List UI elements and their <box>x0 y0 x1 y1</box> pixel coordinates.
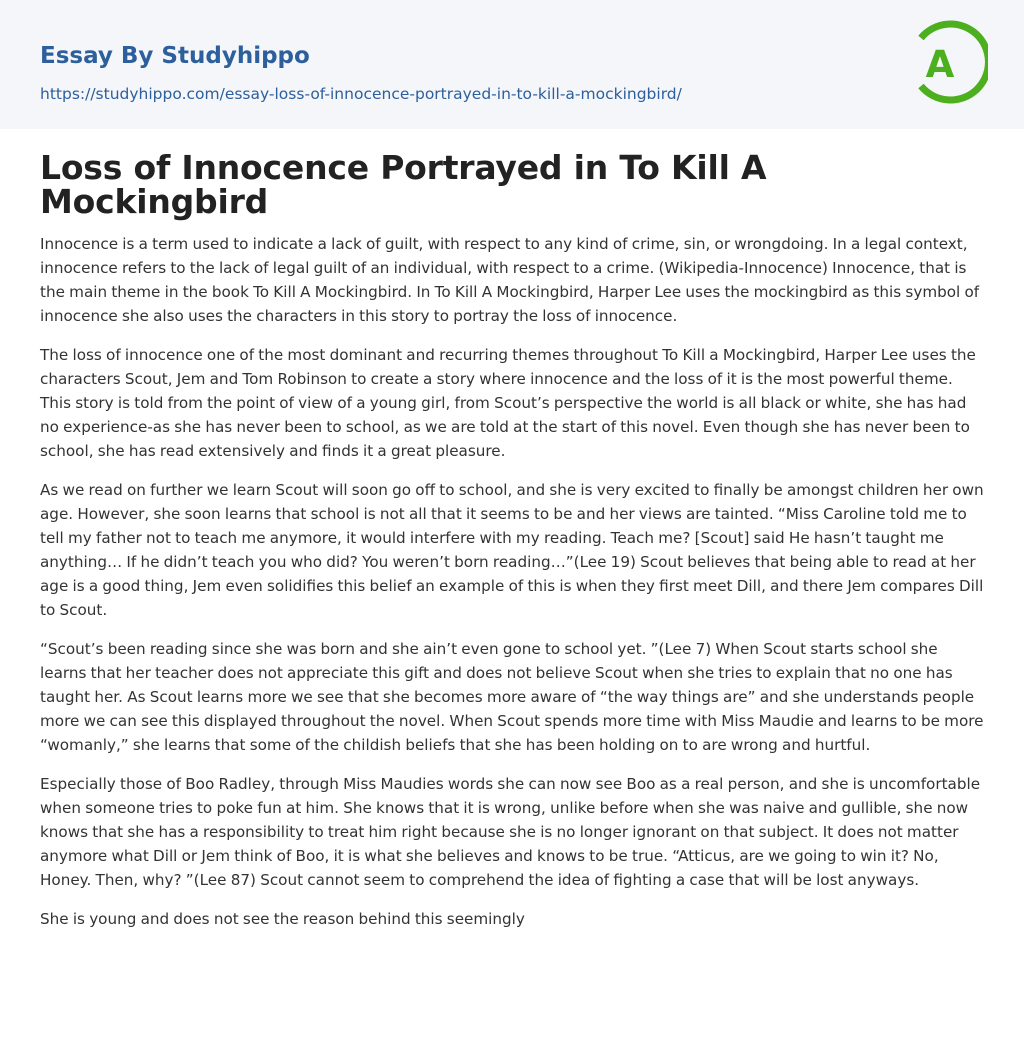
essay-paragraph: Especially those of Boo Radley, through Miss Maudies words she can now see Boo as a real person, and she is uncomfortable when someone tries to poke fun at him. She knows that it is wrong, unlike before when she was naive and gullible, she now knows that she has a responsibility to treat him right because she is no longer ignorant on that subject. It does not matter anymore what Dill or Jem think of Boo, it is what she believes and knows to be true. “Atticus, are we going to win it? No, Honey. Then, why? ”(Lee 87) Scout cannot seem to comprehend the idea of fighting a case that will be lost anyways. <box>40 775 981 889</box>
essay-paragraph: “Scout’s been reading since she was born and she ain’t even gone to school yet. ”(Lee 7) When Scout starts school she learns that her teacher does not appreciate this gift and does not believe Scout when she tries to explain that no one has taught her. As Scout learns more we see that she becomes more aware of “the way things are” and she understands people more we can see this displayed throughout the novel. When Scout spends more time with Miss Maudie and learns to be more “womanly,” she learns that some of the childish beliefs that she has been holding on to are wrong and hurtful. <box>40 640 984 754</box>
site-brand-title: Essay By Studyhippo <box>40 43 310 69</box>
essay-title: Loss of Innocence Portrayed in To Kill A Mockingbird <box>40 148 767 221</box>
essay-url-link[interactable]: https://studyhippo.com/essay-loss-of-innocence-portrayed-in-to-kill-a-mockingbird/ <box>40 85 682 103</box>
essay-paragraph: As we read on further we learn Scout will soon go off to school, and she is very excited to finally be amongst children her own age. However, she soon learns that school is not all that it seems to be and her views are tainted. “Miss Caroline told me to tell my father not to teach me anymore, it would interfere with my reading. Teach me? [Scout] said He hasn’t taught me anything… If he didn’t teach you who did? You weren’t born reading…”(Lee 19) Scout believes that being able to read at her age is a good thing, Jem even solidifies this belief an example of this is when they first meet Dill, and there Jem compares Dill to Scout. <box>40 481 984 619</box>
essay-paragraph: The loss of innocence one of the most dominant and recurring themes throughout To Kill a Mockingbird, Harper Lee uses the characters Scout, Jem and Tom Robinson to create a story where innocence and the loss of it is the most powerful theme. This story is told from the point of view of a young girl, from Scout’s perspective the world is all black or white, she has had no experience-as she has never been to school, as we are told at the start of this novel. Even though she has never been to school, she has read extensively and finds it a great pleasure. <box>40 346 976 460</box>
site-header <box>0 0 1024 129</box>
essay-paragraph: Innocence is a term used to indicate a lack of guilt, with respect to any kind of crime, sin, or wrongdoing. In a legal context, innocence refers to the lack of legal guilt of an individual, with respect to a crime. (Wikipedia-Innocence) Innocence, that is the main theme in the book To Kill A Mockingbird. In To Kill A Mockingbird, Harper Lee uses the mockingbird as this symbol of innocence she also uses the characters in this story to portray the loss of innocence. <box>40 235 980 325</box>
logo-letter: A <box>925 43 955 86</box>
essay-paragraph: She is young and does not see the reason behind this seemingly <box>40 910 525 928</box>
studyhippo-logo[interactable] <box>908 18 988 106</box>
logo-a-icon <box>908 18 988 106</box>
